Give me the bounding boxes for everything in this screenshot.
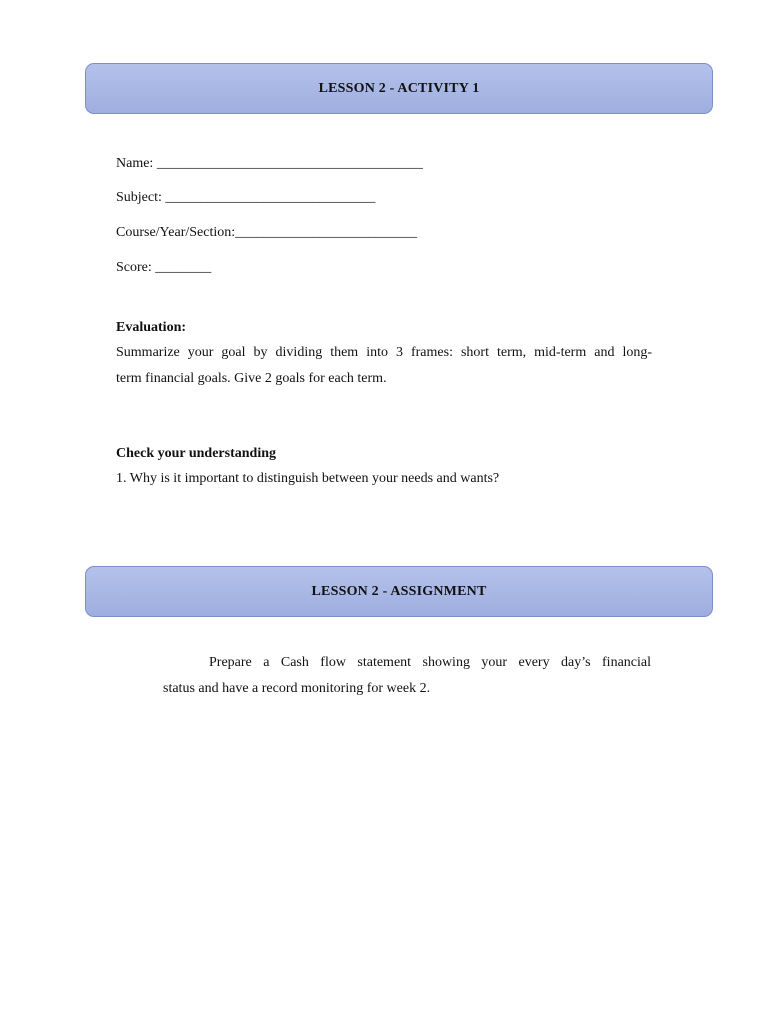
- check-understanding-heading: Check your understanding: [116, 446, 277, 461]
- assignment-line-1: Prepare a Cash flow statement showing your every day’s financial: [209, 655, 651, 670]
- assignment-line-2: status and have a record monitoring for week 2.: [163, 681, 431, 696]
- subject-field: Subject: ______________________________: [116, 190, 376, 205]
- question-1: 1. Why is it important to distinguish between your needs and wants?: [116, 471, 500, 486]
- course-year-section-field: Course/Year/Section:__________________________: [116, 225, 418, 240]
- evaluation-heading: Evaluation:: [116, 320, 187, 335]
- assignment-banner: [85, 566, 713, 617]
- evaluation-line-2: term financial goals. Give 2 goals for each term.: [116, 371, 387, 386]
- name-field: Name: ______________________________________: [116, 156, 423, 171]
- assignment-text: [163, 650, 651, 702]
- activity-title: LESSON 2 - ACTIVITY 1: [318, 80, 480, 96]
- evaluation-text: [116, 340, 652, 392]
- activity-banner: [85, 63, 713, 114]
- evaluation-line-1: Summarize your goal by dividing them into 3 frames: short term, mid-term and long-: [116, 345, 652, 360]
- assignment-title: LESSON 2 - ASSIGNMENT: [311, 583, 487, 599]
- score-field: Score: ________: [116, 260, 212, 275]
